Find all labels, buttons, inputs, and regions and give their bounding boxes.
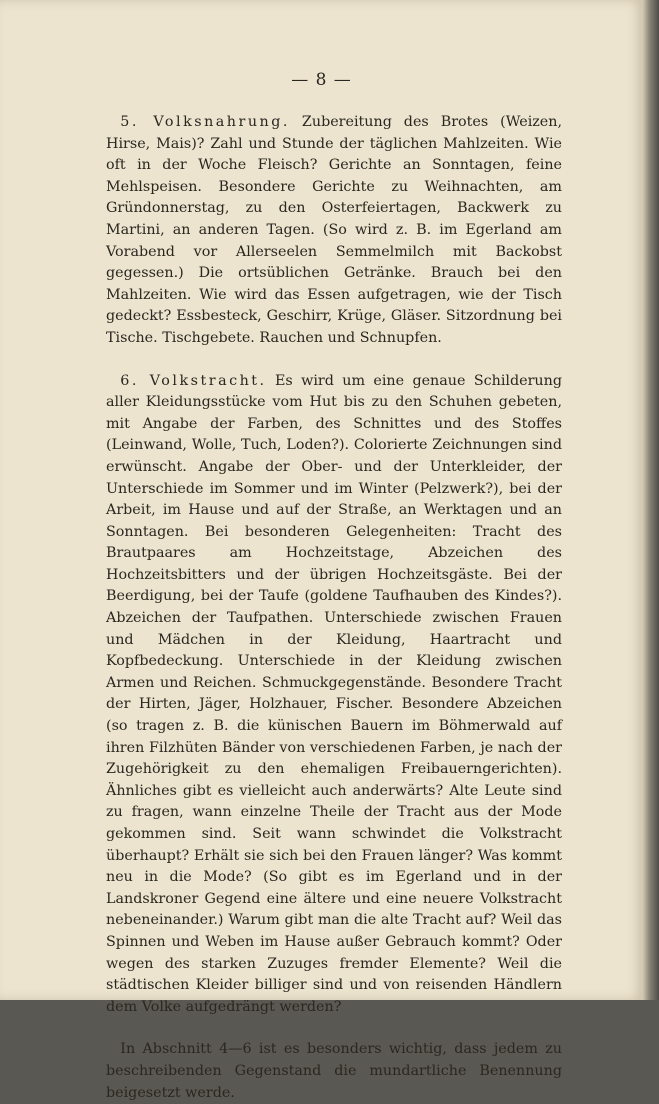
section-heading-volkstracht: 6. Volkstracht. bbox=[120, 372, 267, 389]
paragraph-text: In Abschnitt 4—6 ist es besonders wichtig, dass jedem zu beschreibenden Gegenstand die mundartliche Benennung beigesetzt werde. bbox=[106, 1041, 562, 1101]
book-spine-edge bbox=[643, 0, 659, 1000]
paragraph-closing-note bbox=[106, 1039, 562, 1104]
page-number: — 8 — bbox=[291, 70, 352, 90]
paragraph-text: Zubereitung des Brotes (Weizen, Hirse, Mais)? Zahl und Stunde der täglichen Mahlzeiten. Wie oft in der Woche Fleisch? Gerichte an Sonntagen, feine Mehlspeisen. Besondere Gerichte zu Weihnachten, am Gründonnerstag, zu den Osterfeiertagen, Backwerk zu Martini, an anderen Tagen. (So wird z. B. im Egerland am Vorabend vor Allerseelen Semmelmilch mit Backobst gegessen.) Die ortsüblichen Getränke. Brauch bei den Mahlzeiten. Wie wird das Essen aufgetragen, wie der Tisch gedeckt? Essbesteck, Geschirr, Krüge, Gläser. Sitzordnung bei Tische. Tischgebete. Rauchen und Schnupfen. bbox=[106, 114, 563, 346]
paragraph-volkstracht bbox=[106, 371, 562, 1019]
paragraph-volksnahrung bbox=[106, 112, 562, 350]
body-text bbox=[106, 112, 562, 1104]
section-heading-volksnahrung: 5. Volksnahrung. bbox=[120, 114, 290, 130]
paragraph-text: Es wird um eine genaue Schilderung aller Kleidungsstücke vom Hut bis zu den Schuhen gebeten, mit Angabe der Farben, des Schnittes und des Stoffes (Leinwand, Wolle, Tuch, Loden?). Colorierte Zeichnungen sind erwünscht. Angabe der Ober- und der Unterkleider, der Unterschiede im Sommer und im Winter (Pelzwerk?), bei der Arbeit, im Hause und auf der Straße, an Werktagen und an Sonntagen. Bei besonderen Gelegenheiten: Tracht des Brautpaares am Hochzeitstage, Abzeichen des Hochzeitsbitters und der übrigen Hochzeitsgäste. Bei der Beerdigung, bei der Taufe (goldene Taufhauben des Kindes?). Abzeichen der Taufpathen. Unterschiede zwischen Frauen und Mädchen in der Kleidung, Haartracht und Kopfbedeckung. Unterschiede in der Kleidung zwischen Armen und Reichen. Schmuckgegenstände. Besondere Tracht der Hirten, Jäger, Holzhauer, Fischer. Besondere Abzeichen (so tragen z. B. die künischen Bauern im Böhmerwald auf ihren Filzhüten Bänder von verschiedenen Farben, je nach der Zugehörigkeit zu den ehemaligen Freibauerngerichten). Ähnliches gibt es vielleicht auch anderwärts? Alte Leute sind zu fragen, wann einzelne Theile der Tracht aus der Mode gekommen sind. Seit wann schwindet die Volkstracht überhaupt? Erhält sie sich bei den Frauen länger? Was kommt neu in die Mode? (So gibt es im Egerland und in der Landskroner Gegend eine ältere und eine neuere Volkstracht nebeneinander.) Warum gibt man die alte Tracht auf? Weil das Spinnen und Weben im Hause außer Gebrauch kommt? Oder wegen des starken Zuzuges fremder Elemente? Weil die städtischen Kleider billiger sind und von reisenden Händlern dem Volke aufgedrängt werden? bbox=[106, 372, 562, 1015]
